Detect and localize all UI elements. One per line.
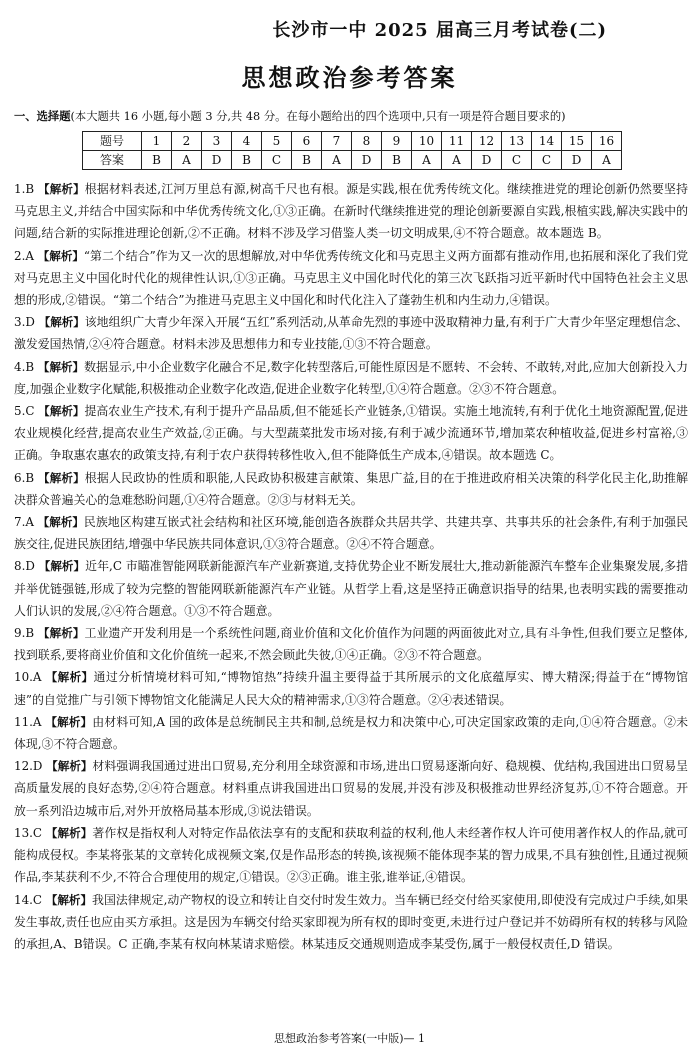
table-cell-answer: B — [232, 151, 262, 170]
table-cell-number: 15 — [562, 132, 592, 151]
explanation-item — [14, 245, 688, 312]
analysis-tag: 【解析】 — [37, 248, 84, 263]
table-cell-number: 5 — [262, 132, 292, 151]
explanation-text: 近年,C 市瞄准智能网联新能源汽车产业新赛道,支持优势企业不断发展壮大,推动新能源汽车整车企业集聚发展,多措并举优链强链,形成了较为完整的智能网联新能源汽车产业链。从哲学上看,这是坚持正确意识指导的结果,也表明实践的需要推动人们认识的发展,②④符合题意。①③不符合题意。 — [14, 559, 689, 618]
question-answer-key: 2.A — [14, 248, 34, 263]
table-cell-number: 3 — [202, 132, 232, 151]
section-description: (本大题共 16 小题,每小题 3 分,共 48 分。在每小题给出的四个选项中,只有一项是符合题目要求的) — [70, 110, 566, 123]
explanation-item — [14, 822, 688, 889]
explanation-item — [14, 666, 688, 710]
analysis-tag: 【解析】 — [37, 359, 85, 374]
explanation-text: 我国法律规定,动产物权的设立和转让自交付时发生效力。当车辆已经交付给买家使用,即使没有完成过户手续,如果发生事故,责任也应由买方承担。这是因为车辆交付给买家即视为所有权的即时变更,未进行过户登记并不妨碍所有权的转移与风险的承担,A、B错误。C 正确,李某有权向林某请求赔偿。林某违反交通规则造成李某受伤,属于一般侵权责任,D 错误。 — [14, 892, 689, 951]
table-cell-number: 16 — [592, 132, 622, 151]
explanation-item — [14, 311, 688, 355]
table-cell-number: 1 — [142, 132, 172, 151]
explanation-text: “第二个结合”作为又一次的思想解放,对中华优秀传统文化和马克思主义两方面都有推动作用,也拓展和深化了我们党对马克思主义中国化时代化的规律性认识,①③正确。马克思主义中国化时代化的第三次飞跃指习近平新时代中国特色社会主义思想的形成,②错误。“第二个结合”为推进马克思主义中国化和时代化注入了蓬勃生机和内生动力,④错误。 — [14, 248, 689, 308]
explanation-text: 由材料可知,A 国的政体是总统制民主共和制,总统是权力和决策中心,可决定国家政策的走向,①④符合题意。②未体现,③不符合题意。 — [14, 714, 688, 752]
table-cell-number: 7 — [322, 132, 352, 151]
analysis-tag: 【解析】 — [38, 404, 85, 419]
table-cell-number: 8 — [352, 132, 382, 151]
school-exam-title: 长沙市一中 2025 届高三月考试卷(二) — [272, 20, 607, 41]
analysis-tag: 【解析】 — [38, 626, 85, 641]
question-answer-key: 9.B — [14, 626, 35, 641]
section-heading — [14, 108, 694, 124]
table-cell-answer: A — [592, 151, 622, 170]
explanation-text: 根据材料表述,江河万里总有源,树高千尺也有根。源是实践,根在优秀传统文化。继续推进党的理论创新仍然要坚持马克思主义,并结合中国实际和中华优秀传统文化,①③正确。在新时代继续推进党的理论创新要源自实践,根植实践,解决实践中的问题,结合新的实际推进理论创新,②不正确。材料不涉及学习借鉴人类一切文明成果,④不符合题意。故本题选 B。 — [14, 182, 689, 241]
analysis-tag: 【解析】 — [45, 892, 93, 907]
question-answer-key: 1.B — [14, 182, 35, 196]
analysis-tag: 【解析】 — [45, 670, 94, 685]
page-footer: 思想政治参考答案(一中版)— 1 — [273, 1032, 426, 1045]
section-label: 一、选择题 — [14, 109, 71, 123]
question-answer-key: 4.B — [14, 359, 35, 374]
table-cell-answer: A — [412, 151, 442, 170]
explanation-item — [14, 467, 688, 511]
analysis-tag: 【解析】 — [38, 559, 86, 574]
answer-table — [82, 131, 622, 170]
answer-table-number-row — [83, 132, 622, 151]
document-title: 思想政治参考答案 — [241, 64, 458, 92]
question-answer-key: 11.A — [14, 714, 42, 729]
explanation-text: 材料强调我国通过进出口贸易,充分利用全球资源和市场,进出口贸易逐渐向好、稳规模、优结构,我国进出口贸易呈高质量发展的良好态势,②④符合题意。材料重点讲我国进出口贸易的发展,并没有涉及积极推动世界经济复苏,①不符合题意。开放一系列沿边城市后,对外开放格局基本形成,③说法错误。 — [14, 759, 689, 818]
explanation-text: 著作权是指权利人对特定作品依法享有的支配和获取利益的权利,他人未经著作权人许可使用著作权人的作品,就可能构成侵权。李某将张某的文章转化成视频文案,仅是作品形态的转换,该视频不能体现李某的智力成果,不具有独创性,且通过视频作品,李某获利不少,不符合合理使用的规定,①错误。②③正确。谁主张,谁举证,④错误。 — [14, 825, 688, 885]
table-cell-answer: A — [442, 151, 472, 170]
question-answer-key: 6.B — [14, 470, 35, 485]
table-cell-answer: C — [262, 151, 292, 170]
explanation-text: 该地组织广大青少年深入开展“五红”系列活动,从革命先烈的事迹中汲取精神力量,有利于广大青少年坚定理想信念、激发爱国热情,②④符合题意。材料未涉及思想伟力和专业技能,①③不符合题意。 — [14, 315, 689, 352]
explanation-item — [14, 711, 688, 755]
table-cell-number: 6 — [292, 132, 322, 151]
analysis-tag: 【解析】 — [45, 825, 93, 840]
answer-explanations — [14, 178, 688, 955]
table-cell-number: 4 — [232, 132, 262, 151]
table-header-number: 题号 — [83, 132, 142, 151]
question-answer-key: 8.D — [14, 559, 35, 574]
table-header-answer: 答案 — [83, 151, 142, 170]
explanation-text: 根据人民政协的性质和职能,人民政协积极建言献策、集思广益,目的在于推进政府相关决策的科学化民主化,助推解决群众普遍关心的急难愁盼问题,①④符合题意。②③与材料无关。 — [14, 470, 689, 507]
table-cell-answer: D — [472, 151, 502, 170]
question-answer-key: 7.A — [14, 515, 34, 530]
table-cell-answer: A — [322, 151, 352, 170]
explanation-item — [14, 889, 688, 956]
table-cell-number: 10 — [412, 132, 442, 151]
table-cell-number: 9 — [382, 132, 412, 151]
table-cell-number: 14 — [532, 132, 562, 151]
table-cell-number: 13 — [502, 132, 532, 151]
table-cell-number: 11 — [442, 132, 472, 151]
explanation-text: 提高农业生产技术,有利于提升产品品质,但不能延长产业链条,①错误。实施土地流转,有利于优化土地资源配置,促进农业规模化经营,提高农业生产效益,②正确。与大型蔬菜批发市场对接,有利于减少流通环节,增加菜农种植收益,促进乡村富裕,③正确。争取惠农惠农的政策支持,有利于农户获得转移性收入,但不能降低生产成本,④错误。故本题选 C。 — [14, 404, 689, 463]
question-answer-key: 10.A — [14, 670, 42, 685]
table-cell-answer: D — [562, 151, 592, 170]
analysis-tag: 【解析】 — [45, 714, 93, 729]
explanation-text: 民族地区构建互嵌式社会结构和社区环境,能创造各族群众共居共学、共建共享、共事共乐的社会条件,有利于加强民族交往,促进民族团结,增强中华民族共同体意识,①③符合题意。②④不符合题意。 — [14, 515, 689, 552]
question-answer-key: 5.C — [14, 404, 35, 419]
explanation-text: 工业遗产开发利用是一个系统性问题,商业价值和文化价值作为问题的两面彼此对立,具有斗争性,但我们要立足整体,找到联系,要将商业价值和文化价值统一起来,不然会顾此失彼,①④正确。②③不符合题意。 — [14, 626, 689, 663]
table-cell-answer: A — [172, 151, 202, 170]
explanation-item — [14, 356, 688, 400]
explanation-item — [14, 400, 688, 467]
table-cell-answer: D — [352, 151, 382, 170]
table-cell-answer: B — [382, 151, 412, 170]
question-answer-key: 13.C — [14, 825, 43, 840]
question-answer-key: 14.C — [14, 892, 43, 907]
explanation-text: 数据显示,中小企业数字化融合不足,数字化转型落后,可能性原因是不愿转、不会转、不敢转,对此,应加大创新投入力度,加强企业数字化赋能,积极推动企业数字化改造,促进企业数字化转型,①④符合题意。②③不符合题意。 — [14, 359, 689, 396]
explanation-item — [14, 511, 688, 555]
analysis-tag: 【解析】 — [37, 515, 84, 530]
explanation-text: 通过分析情境材料可知,“博物馆热”持续升温主要得益于其所展示的文化底蕴厚实、博大精深;得益于在“博物馆速”的自觉推广与引领下博物馆文化能满足人民大众的精神需求,①③符合题意。②④表述错误。 — [14, 670, 689, 707]
analysis-tag: 【解析】 — [38, 182, 85, 196]
table-cell-answer: B — [292, 151, 322, 170]
analysis-tag: 【解析】 — [38, 470, 85, 485]
answer-table-answer-row — [83, 151, 622, 170]
question-answer-key: 12.D — [14, 759, 43, 774]
question-answer-key: 3.D — [14, 315, 35, 330]
table-cell-answer: C — [502, 151, 532, 170]
analysis-tag: 【解析】 — [38, 315, 85, 330]
explanation-item — [14, 622, 688, 666]
table-cell-number: 2 — [172, 132, 202, 151]
explanation-item — [14, 755, 688, 822]
table-cell-answer: B — [142, 151, 172, 170]
explanation-item — [14, 555, 688, 622]
table-cell-answer: C — [532, 151, 562, 170]
explanation-item — [14, 178, 688, 245]
table-cell-number: 12 — [472, 132, 502, 151]
table-cell-answer: D — [202, 151, 232, 170]
analysis-tag: 【解析】 — [46, 759, 93, 774]
